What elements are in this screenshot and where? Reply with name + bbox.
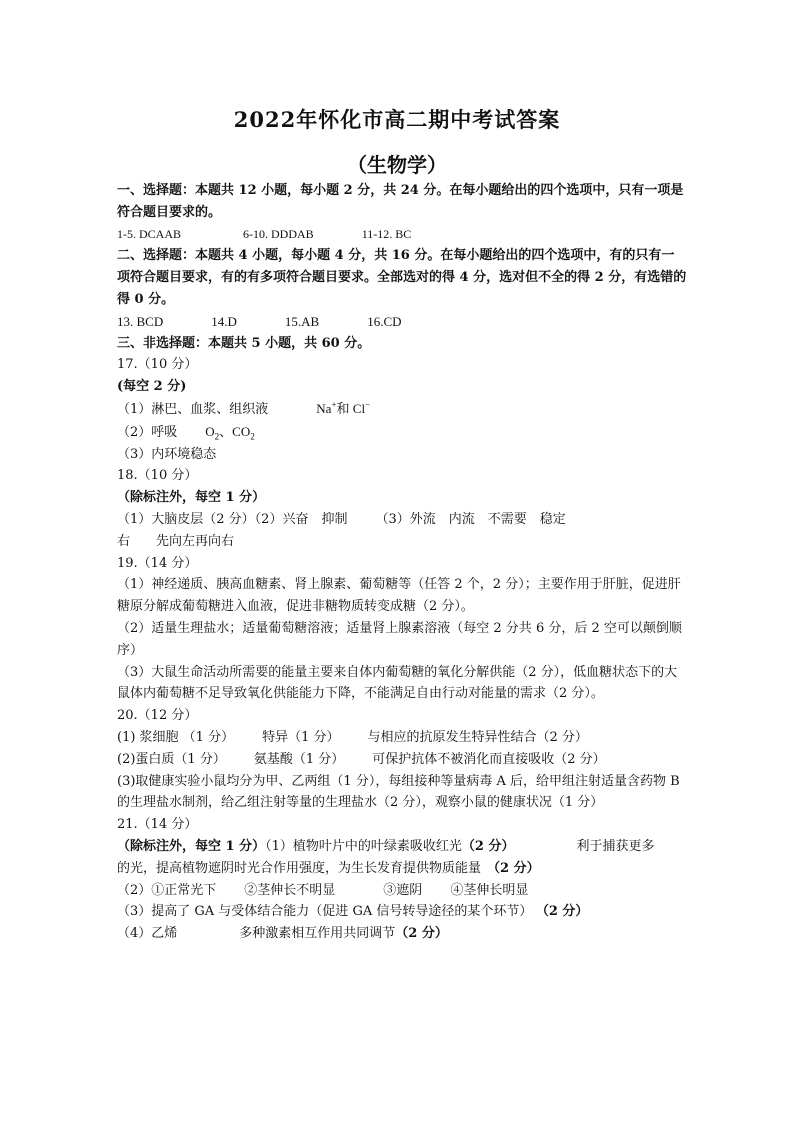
q18-heading: 18.（10 分） [117, 468, 198, 484]
answer-15: 15.AB [284, 313, 320, 329]
q18-answer-2: 右 先向左再向右 [117, 533, 235, 549]
q20-answer-3: (3)取健康实验小鼠均分为甲、乙两组（1 分），每组接种等量病毒 A 后，给甲组注射适量含药物 B 的生理盐水制剂，给乙组注射等量的生理盐水（2 分），观察小鼠的健康状况（1 分） [117, 773, 680, 811]
q17-answer-2: （2）呼吸 $O_2$、$CO_2$ [117, 423, 255, 442]
q21-answer-2: （2）①正常光下 ②茎伸长不明显 ③遮阴 ④茎伸长明显 [117, 882, 529, 898]
answers-1-5: 1-5. DCAAB [117, 226, 182, 241]
q21-answer-1-cont: 的光，提高植物遮阴时光合作用强度，为生长发育提供物质能量 （2 分） [117, 860, 540, 876]
answers-6-10: 6-10. DDDAB [243, 226, 314, 241]
document-subtitle: （生物学） [347, 153, 447, 177]
q21-answer-3: （3）提高了 GA 与受体结合能力（促进 GA 信号转导途径的某个环节） （2 分） [117, 904, 589, 920]
q18-scoring-note: （除标注外，每空 1 分） [117, 490, 266, 506]
q17-answer-1: （1）淋巴、血浆、组织液 Na+和 Cl− [117, 399, 371, 417]
q21-answer-4: （4）乙烯 多种激素相互作用共同调节（2 分） [117, 926, 448, 942]
q19-answer-2: （2）适量生理盐水；适量葡萄糖溶液；适量肾上腺素溶液（每空 2 分共 6 分，后 2 空可以颠倒顺序） [117, 620, 682, 658]
section1-intro: 一、选择题：本题共 12 小题，每小题 2 分，共 24 分。在每小题给出的四个选项中，只有一项是符合题目要求的。 [117, 183, 684, 220]
q17-scoring-note: (每空 2 分) [117, 379, 187, 395]
answer-13: 13. BCD [117, 313, 164, 329]
section2-intro: 二、选择题：本题共 4 小题，每小题 4 分，共 16 分。在每小题给出的四个选项中，有的只有一项符合题目要求，有的有多项符合题目要求。全部选对的得 4 分，选对但不全的得 2 分，有选错的得 0 分。 [117, 248, 687, 307]
answer-content [117, 180, 687, 945]
q20-answer-1: (1) 浆细胞 （1 分） 特异（1 分） 与相应的抗原发生特异性结合（2 分） [117, 729, 588, 745]
section2-answers [117, 311, 687, 333]
q19-answer-3: （3）大鼠生命活动所需要的能量主要来自体内葡萄糖的氧化分解供能（2 分），低血糖状态下的大鼠体内葡萄糖不足导致氧化供能能力下降，不能满足自由行动对能量的需求（2 分）。 [117, 664, 678, 702]
q20-heading: 20.（12 分） [117, 708, 198, 724]
section3-intro: 三、非选择题：本题共 5 小题，共 60 分。 [117, 335, 371, 351]
q21-answer-1: （除标注外，每空 1 分）（1）植物叶片中的叶绿素吸收红光（2 分） 利于捕获更多 [117, 838, 655, 854]
document-title: 2022年怀化市高二期中考试答案 [233, 107, 561, 132]
q21-heading: 21.（14 分） [117, 817, 198, 833]
answers-11-12: 11-12. BC [361, 226, 412, 241]
q17-answer-3: （3）内环境稳态 [117, 446, 217, 462]
answer-14: 14.D [211, 313, 237, 329]
q20-answer-2: (2)蛋白质（1 分） 氨基酸（1 分） 可保护抗体不被消化而直接吸收（2 分） [117, 751, 606, 767]
q17-heading: 17.（10 分） [117, 357, 198, 373]
q19-heading: 19.（14 分） [117, 555, 198, 571]
q18-answer-1: （1）大脑皮层（2 分）（2）兴奋 抑制 （3）外流 内流 不需要 稳定 [117, 511, 566, 527]
q19-answer-1: （1）神经递质、胰高血糖素、肾上腺素、葡萄糖等（任答 2 个，2 分）；主要作用于肝脏，促进肝糖原分解成葡萄糖进入血液，促进非糖物质转变成糖（2 分）。 [117, 577, 681, 615]
section1-answers [117, 224, 687, 246]
answer-16: 16.CD [367, 313, 402, 329]
